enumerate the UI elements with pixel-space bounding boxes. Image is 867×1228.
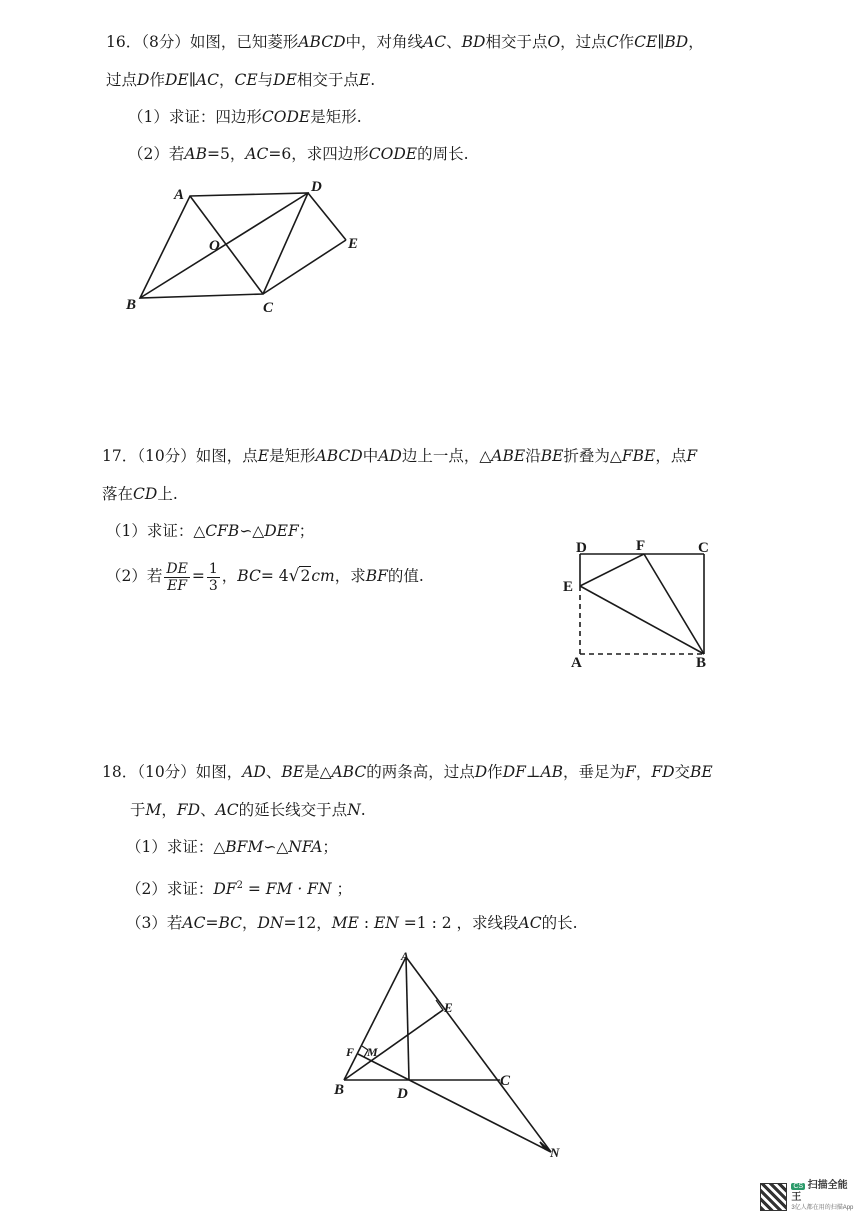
label-O: O (209, 238, 220, 254)
q17-part-1: （1）求证：△CFB∽△DEF； (106, 522, 315, 540)
label-F: F (636, 538, 646, 554)
label-M: M (367, 1045, 378, 1059)
label-A: A (401, 949, 410, 963)
label-A: A (174, 187, 185, 203)
altitude-BE (344, 1010, 443, 1080)
label-F: F (346, 1045, 355, 1059)
q17-part-2: （2）若 $\frac{DE}{EF}$ = $\frac{1}{3}$ ，BC= 4√2cm，求BF的值. (106, 560, 424, 594)
scanner-watermark (760, 1180, 856, 1214)
q18-line-1: 18．（10分）如图，AD、BE是△ABC的两条高，过点D作DF⊥AB，垂足为F，FD交BE (102, 763, 713, 781)
label-D: D (311, 179, 322, 195)
altitude-AD (406, 957, 409, 1080)
label-A: A (571, 655, 582, 671)
q16-line-1: 16．（8分）如图，已知菱形ABCD中，对角线AC、BD相交于点O，过点C作CE∥BD， (106, 33, 704, 51)
label-D: D (397, 1086, 408, 1102)
q18-part-1: （1）求证：△BFM∽△NFA； (126, 838, 338, 856)
label-E: E (348, 236, 359, 252)
label-E: E (563, 579, 574, 595)
q18-part-2: （2）求证：$DF^2$ = FM · FN ； (126, 880, 352, 899)
camscanner-logo-icon: CS (793, 1183, 804, 1190)
q16-part-2: （2）若AB=5，AC=6，求四边形CODE的周长. (128, 145, 469, 163)
watermark-title: 扫描全能王 (791, 1180, 848, 1203)
label-C: C (263, 300, 274, 316)
watermark-subtitle: 3亿人都在用的扫描App (791, 1205, 854, 1211)
line-AC-extended-to-N (406, 957, 551, 1152)
label-B: B (696, 655, 707, 671)
q18-part-3: （3）若AC=BC，DN=12，ME : EN =1 : 2 ，求线段AC的长. (126, 914, 578, 932)
q16-line-2: 过点D作DE∥AC，CE与DE相交于点E. (106, 71, 376, 89)
qr-code-icon (760, 1183, 787, 1211)
label-E: E (444, 1000, 453, 1015)
fraction-one-third: $\frac{1}{3}$ (208, 560, 218, 594)
label-B: B (334, 1082, 345, 1098)
label-C: C (500, 1073, 511, 1089)
fraction-DE-over-EF: $\frac{DE}{EF}$ (166, 560, 188, 594)
label-C: C (698, 540, 709, 556)
line-F-to-N (358, 1054, 551, 1152)
label-D: D (576, 540, 587, 556)
q17-line-2: 落在CD上. (102, 485, 178, 503)
q18-line-2: 于M，FD、AC的延长线交于点N. (130, 801, 366, 819)
label-B: B (126, 297, 137, 313)
q16-part-1: （1）求证：四边形CODE是矩形. (128, 108, 362, 126)
side-AB (344, 957, 406, 1080)
right-angle-E (434, 1000, 443, 1016)
q17-line-1: 17．（10分）如图，点E是矩形ABCD中AD边上一点，△ABE沿BE折叠为△FBE，点F (102, 447, 698, 465)
label-N: N (550, 1145, 560, 1160)
